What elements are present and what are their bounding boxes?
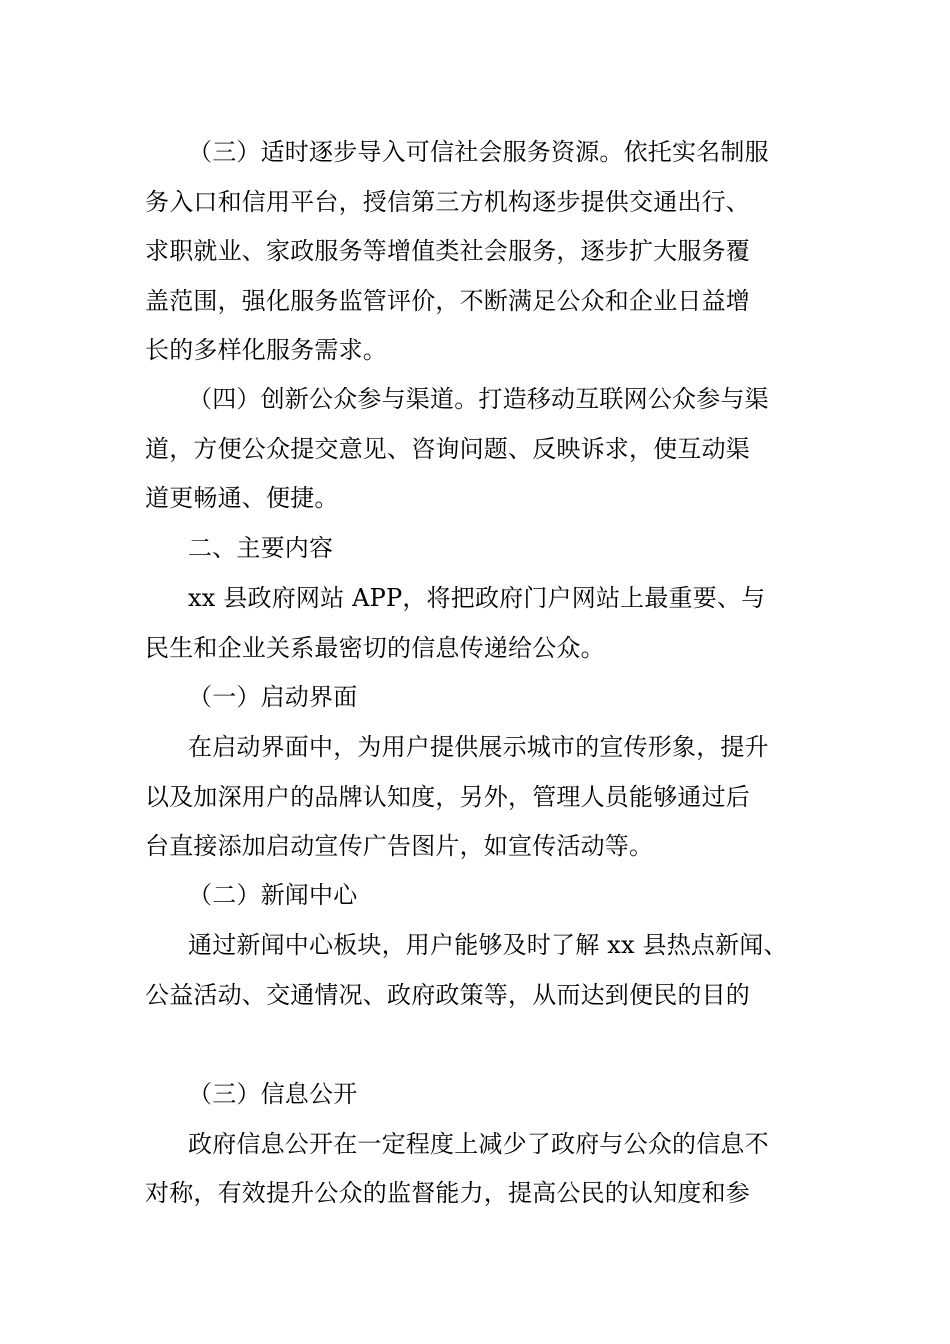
text-line: 以及加深用户的品牌认知度，另外，管理人员能够通过后 — [145, 783, 750, 811]
text-line: 道更畅通、便捷。 — [145, 484, 339, 512]
text-line: 对称，有效提升公众的监督能力，提高公民的认知度和参 — [145, 1179, 750, 1207]
subsection-heading: （二）新闻中心 — [188, 881, 358, 909]
text-line: 在启动界面中，为用户提供展示城市的宣传形象，提升 — [188, 733, 769, 761]
text-line: 公益活动、交通情况、政府政策等，从而达到便民的目的 — [145, 981, 750, 1009]
text-line: 政府信息公开在一定程度上减少了政府与公众的信息不 — [188, 1130, 769, 1158]
text-line: 求职就业、家政服务等增值类社会服务，逐步扩大服务覆 — [145, 237, 750, 265]
subsection-heading: （三）信息公开 — [188, 1080, 358, 1108]
text-line: （三）适时逐步导入可信社会服务资源。依托实名制服 — [188, 138, 769, 166]
text-line: 民生和企业关系最密切的信息传递给公众。 — [145, 634, 605, 662]
text-line: 台直接添加启动宣传广告图片，如宣传活动等。 — [145, 832, 654, 860]
text-line: 盖范围，强化服务监管评价，不断满足公众和企业日益增 — [145, 287, 750, 315]
text-line: 务入口和信用平台，授信第三方机构逐步提供交通出行、 — [145, 188, 750, 216]
text-line: 长的多样化服务需求。 — [145, 336, 387, 364]
text-line: xx 县政府网站 APP，将把政府门户网站上最重要、与 — [188, 584, 766, 612]
text-line: 道，方便公众提交意见、咨询问题、反映诉求，使互动渠 — [145, 435, 750, 463]
text-line: 通过新闻中心板块，用户能够及时了解 xx 县热点新闻、 — [188, 931, 788, 959]
subsection-heading: （一）启动界面 — [188, 683, 358, 711]
text-line: （四）创新公众参与渠道。打造移动互联网公众参与渠 — [188, 385, 769, 413]
section-heading: 二、主要内容 — [188, 534, 334, 562]
